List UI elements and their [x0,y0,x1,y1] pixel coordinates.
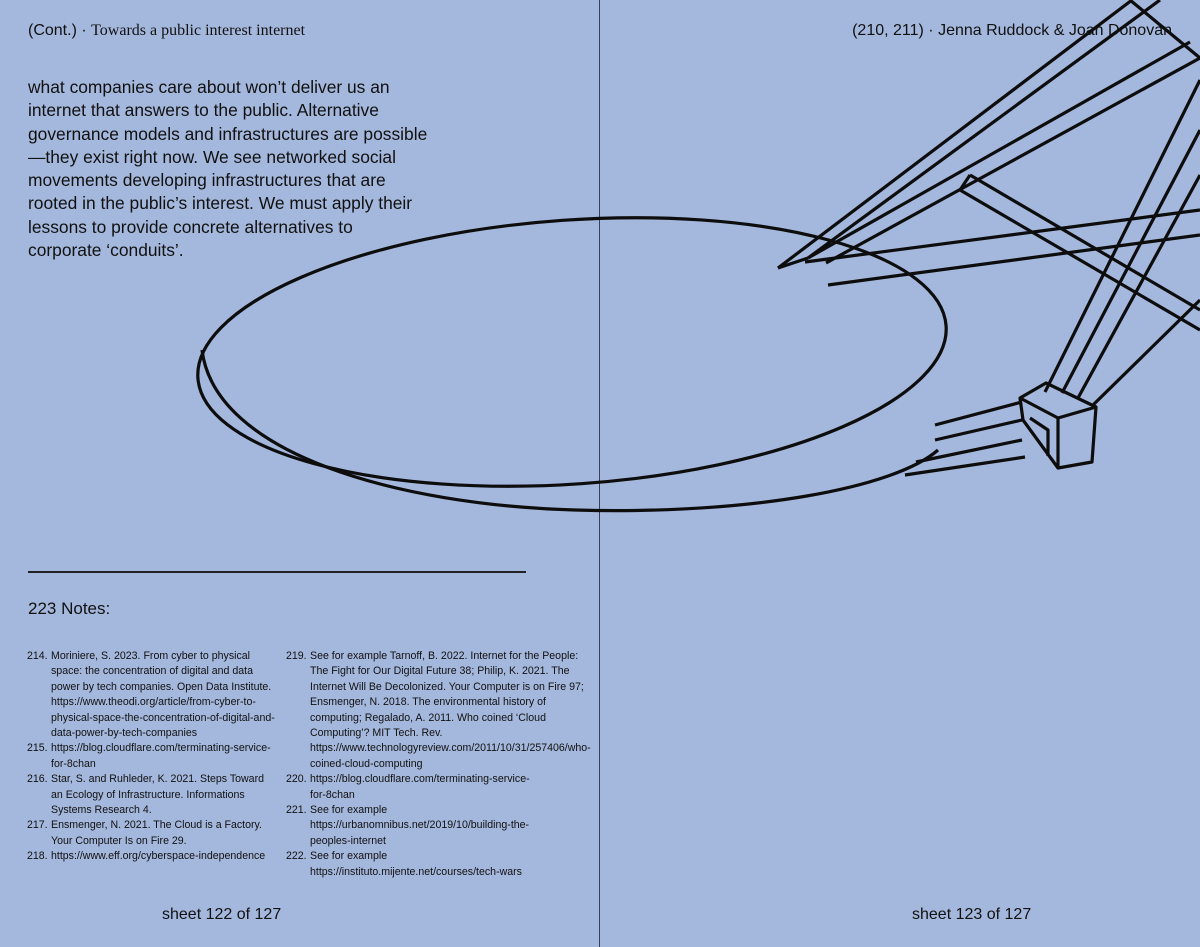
footnote-text: See for example https://instituto.mijente.net/courses/tech-wars [310,850,522,878]
footnote-number: 219. [286,650,307,662]
footnote-item [286,772,536,803]
footnote-text: https://blog.cloudflare.com/terminating-service-for-8chan [51,742,271,770]
footnote-text: See for example Tarnoff, B. 2022. Internet for the People: The Fight for Our Digital Future 38; Philip, K. 2021. The Internet Will Be Decolonized. Your Computer is on Fire 97; Ensmenger, N. 2018. The environmental history of computing; Regalado, A. 2011. Who coined ‘Cloud Computing’? MIT Tech. Rev. https://www.technologyreview.com/2011/10/31/257406/who-coined-cloud-computing [310,650,591,770]
footnote-number: 214. [27,650,48,662]
footnote-item [27,818,277,849]
notes-left-column [27,649,277,865]
footnote-item [27,772,277,818]
folio-right: sheet 123 of 127 [912,906,1032,923]
footnote-item [27,649,277,741]
footnote-text: See for example https://urbanomnibus.net/2019/10/building-the-peoples-internet [310,804,530,847]
footnote-item [286,803,536,849]
footnote-number: 215. [27,742,48,755]
notes-heading: 223 Notes: [28,599,111,618]
dish-back [202,350,938,511]
feed-horn [1020,383,1096,468]
folio-left: sheet 122 of 127 [162,906,282,923]
footnote-number: 222. [286,850,307,863]
lattice-struts [778,0,1200,405]
body-paragraph: what companies care about won’t deliver us an internet that answers to the public. Alternative governance models and infrastructures are possible—they exist right now. We see networked social movements developing infrastructures that are rooted in the public’s interest. We must apply their lessons to provide concrete alternatives to corporate ‘conduits’. [28,77,428,261]
footnote-number: 218. [27,850,48,863]
footnote-text: https://blog.cloudflare.com/terminating-service-for-8chan [310,773,530,801]
footnote-text: https://www.eff.org/cyberspace-independence [51,850,266,863]
footnote-item [286,849,536,880]
notes-right-column [286,649,591,880]
running-head-section-title: Towards a public interest internet [91,22,306,39]
footnote-number: 217. [27,819,48,832]
footnote-item [27,849,277,864]
footnote-text: Star, S. and Ruhleder, K. 2021. Steps Toward an Ecology of Infrastructure. Informations Systems Research 4. [51,773,264,817]
running-head-prefix: (Cont.) · [28,22,92,39]
notes-divider-rule [28,571,526,573]
footnote-text: Moriniere, S. 2023. From cyber to physical space: the concentration of digital and data power by tech companies. Open Data Institute. https://www.theodi.org/article/from-cyber-to-physical-space-the-concentration-of-digital-and-data-power-by-tech-companies [51,650,275,740]
footnote-number: 221. [286,804,307,817]
footnote-item [286,649,591,772]
footnote-number: 220. [286,773,307,786]
footnote-text: Ensmenger, N. 2021. The Cloud is a Factory. Your Computer Is on Fire 29. [51,819,262,847]
feed-support-arm [905,402,1025,475]
footnote-number: 216. [27,773,48,786]
running-head-right: (210, 211) · Jenna Ruddock & Joan Donovan [852,22,1172,39]
footnote-item [27,741,277,772]
